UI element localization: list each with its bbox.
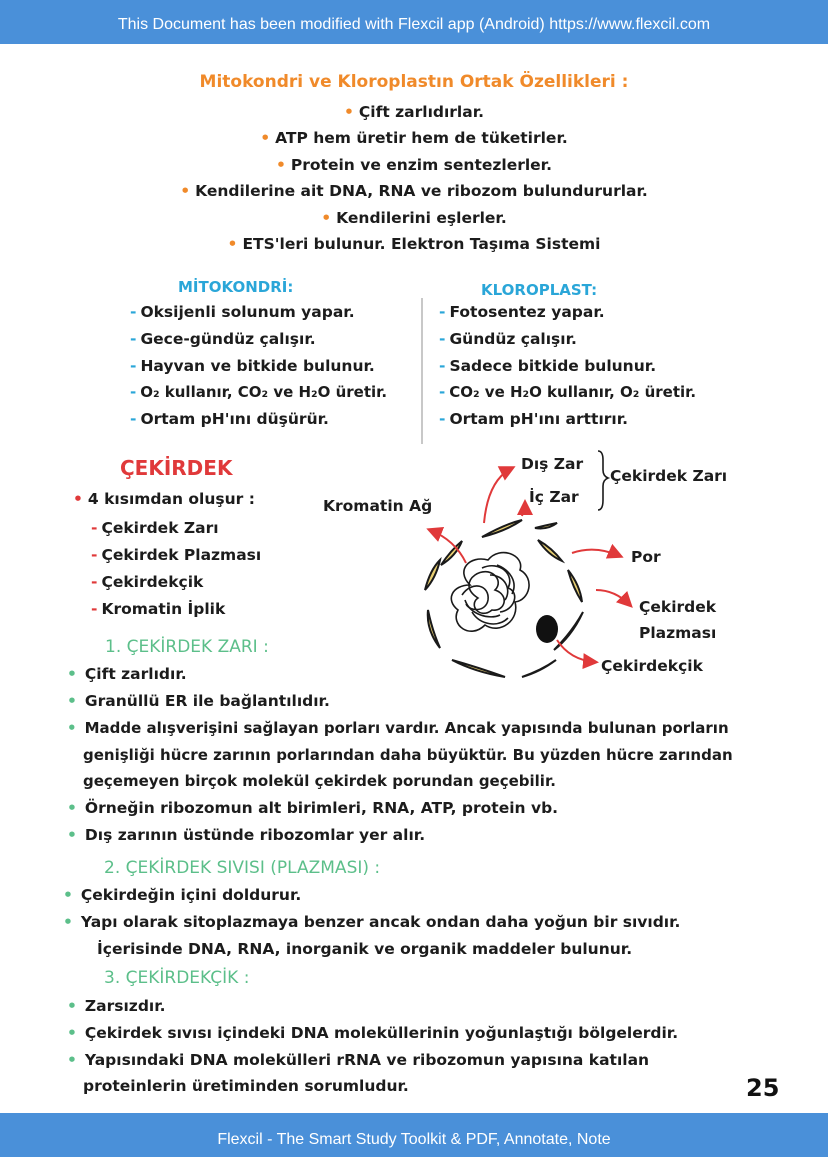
ortak-title: Mitokondri ve Kloroplastın Ortak Özellikleri :	[199, 72, 629, 92]
kloroplast-item: - Ortam pH'ını arttırır.	[439, 410, 628, 428]
top-banner: This Document has been modified with Flexcil app (Android) https://www.flexcil.com	[0, 0, 828, 44]
page-number: 25	[746, 1074, 780, 1102]
nucleolus	[536, 615, 558, 643]
label-cekirdekcik: Çekirdekçik	[601, 657, 703, 675]
mitokondri-item: - Oksijenli solunum yapar.	[130, 303, 355, 321]
cekirdek-part: - Çekirdek Zarı	[91, 519, 219, 537]
zar-cont: geçemeyen birçok molekül çekirdek porundan geçebilir.	[83, 772, 556, 790]
mitokondri-item: - Hayvan ve bitkide bulunur.	[130, 357, 375, 375]
membrane-segment	[425, 560, 440, 590]
arrow-plazma	[596, 590, 630, 605]
arrow-ic-zar	[522, 503, 525, 516]
ortak-item: • Çift zarlıdırlar.	[0, 103, 828, 121]
mitokondri-item: - O₂ kullanır, CO₂ ve H₂O üretir.	[130, 383, 387, 401]
ortak-item: • Protein ve enzim sentezlerler.	[0, 156, 828, 174]
mitokondri-item: - Ortam pH'ını düşürür.	[130, 410, 329, 428]
sivi-item: • Çekirdeğin içini doldurur.	[63, 886, 301, 904]
zar-item: • Dış zarının üstünde ribozomlar yer alır.	[67, 826, 425, 844]
membrane-segment	[522, 660, 556, 677]
membrane-segment	[482, 520, 522, 537]
ortak-item: • ETS'leri bulunur. Elektron Taşıma Sistemi	[0, 235, 828, 253]
membrane-segment	[535, 523, 557, 528]
label-por: Por	[631, 548, 661, 566]
zar-item: • Çift zarlıdır.	[67, 665, 187, 683]
kloroplast-item: - CO₂ ve H₂O kullanır, O₂ üretir.	[439, 383, 696, 401]
arrow-dis-zar	[484, 468, 512, 523]
zar-title: 1. ÇEKİRDEK ZARI :	[105, 637, 269, 657]
ortak-item: • Kendilerine ait DNA, RNA ve ribozom bulundururlar.	[0, 182, 828, 200]
ortak-item: • Kendilerini eşlerler.	[0, 209, 828, 227]
label-cekirdek-zari: Çekirdek Zarı	[610, 467, 728, 485]
arrow-por	[572, 550, 620, 556]
sivi-item: • Yapı olarak sitoplazmaya benzer ancak ondan daha yoğun bir sıvıdır.	[63, 913, 680, 931]
kloroplast-item: - Sadece bitkide bulunur.	[439, 357, 656, 375]
sivi-cont: İçerisinde DNA, RNA, inorganik ve organik maddeler bulunur.	[97, 940, 633, 958]
column-divider	[421, 298, 423, 444]
membrane-segment	[568, 570, 582, 602]
cekirdek-part: - Kromatin İplik	[91, 600, 225, 618]
bottom-banner: Flexcil - The Smart Study Toolkit & PDF, Annotate, Note	[0, 1113, 828, 1157]
cekirdekcik-cont: proteinlerin üretiminden sorumludur.	[83, 1077, 409, 1095]
zar-item: • Madde alışverişini sağlayan porları vardır. Ancak yapısında bulunan porların	[67, 719, 729, 737]
ortak-item: • ATP hem üretir hem de tüketirler.	[0, 129, 828, 147]
label-plazma-2: Plazması	[639, 624, 717, 642]
label-dis-zar: Dış Zar	[521, 455, 584, 473]
cekirdek-intro: • 4 kısımdan oluşur :	[73, 490, 255, 508]
cekirdekcik-item: • Zarsızdır.	[67, 997, 166, 1015]
label-plazma-1: Çekirdek	[639, 598, 717, 616]
zar-cont: genişliği hücre zarının porlarından daha büyüktür. Bu yüzden hücre zarından	[83, 746, 733, 764]
membrane-segment	[452, 660, 505, 677]
label-ic-zar: İç Zar	[529, 488, 579, 506]
kloroplast-item: - Gündüz çalışır.	[439, 330, 577, 348]
cekirdekcik-title: 3. ÇEKİRDEKÇİK :	[104, 968, 250, 988]
mitokondri-item: - Gece-gündüz çalışır.	[130, 330, 316, 348]
cekirdek-part: - Çekirdek Plazması	[91, 546, 261, 564]
sivi-title: 2. ÇEKİRDEK SIVISI (PLAZMASI) :	[104, 858, 381, 878]
membrane-segment	[428, 610, 440, 648]
kloroplast-title: KLOROPLAST:	[481, 281, 598, 299]
zar-item: • Granüllü ER ile bağlantılıdır.	[67, 692, 330, 710]
cekirdekcik-item: • Çekirdek sıvısı içindeki DNA moleküllerinin yoğunlaştığı bölgelerdir.	[67, 1024, 678, 1042]
zar-item: • Örneğin ribozomun alt birimleri, RNA, ATP, protein vb.	[67, 799, 558, 817]
membrane-segment	[554, 612, 583, 650]
cekirdek-part: - Çekirdekçik	[91, 573, 203, 591]
chromatin-network	[451, 553, 529, 632]
cekirdekcik-item: • Yapısındaki DNA molekülleri rRNA ve ribozomun yapısına katılan	[67, 1051, 649, 1069]
zar-brace	[598, 451, 608, 510]
label-kromatin: Kromatin Ağ	[323, 497, 433, 515]
kloroplast-item: - Fotosentez yapar.	[439, 303, 605, 321]
mitokondri-title: MİTOKONDRİ:	[178, 278, 294, 296]
cekirdek-title: ÇEKİRDEK	[120, 456, 233, 480]
membrane-segment	[538, 540, 562, 561]
